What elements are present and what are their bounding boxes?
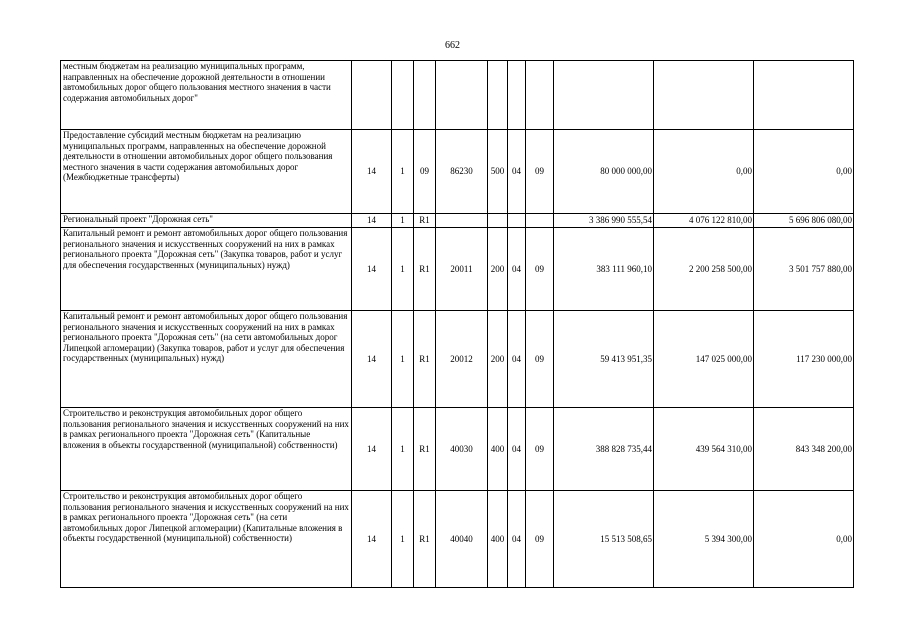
row-code-6: 04 xyxy=(508,491,526,588)
row-code-7: 09 xyxy=(526,408,554,491)
row-amount-2: 439 564 310,00 xyxy=(654,408,754,491)
row-code-3 xyxy=(414,61,436,130)
table-row xyxy=(61,311,854,408)
row-code-3: R1 xyxy=(414,491,436,588)
row-amount-3: 117 230 000,00 xyxy=(754,311,854,408)
row-code-7: 09 xyxy=(526,130,554,214)
row-code-1: 14 xyxy=(352,130,392,214)
row-amount-3: 3 501 757 880,00 xyxy=(754,228,854,311)
budget-table xyxy=(60,60,854,588)
row-code-3: R1 xyxy=(414,311,436,408)
row-code-5 xyxy=(488,214,508,228)
row-amount-1: 3 386 990 555,54 xyxy=(554,214,654,228)
row-code-7: 09 xyxy=(526,228,554,311)
row-code-4: 86230 xyxy=(436,130,488,214)
row-description: Строительство и реконструкция автомобильных дорог общего пользования регионального значения и искусственных сооружений на них в рамках регионального проекта "Дорожная сеть" (Капитальные вложения в объекты государственной (муниципальной) собственности) xyxy=(61,408,352,491)
row-code-6: 04 xyxy=(508,311,526,408)
row-description: Предоставление субсидий местным бюджетам на реализацию муниципальных программ, направленных на обеспечение дорожной деятельности в отношении автомобильных дорог общего пользования местного значения в части содержания автомобильных дорог (Межбюджетные трансферты) xyxy=(61,130,352,214)
row-code-1: 14 xyxy=(352,408,392,491)
table-row xyxy=(61,408,854,491)
row-description: местным бюджетам на реализацию муниципальных программ, направленных на обеспечение дорожной деятельности в отношении автомобильных дорог общего пользования местного значения в части содержания автомобильных дорог" xyxy=(61,61,352,130)
row-description: Капитальный ремонт и ремонт автомобильных дорог общего пользования регионального значения и искусственных сооружений на них в рамках регионального проекта "Дорожная сеть" (на сети автомобильных дорог Липецкой агломерации) (Закупка товаров, работ и услуг для обеспечения государственных (муниципальных) нужд) xyxy=(61,311,352,408)
row-code-1 xyxy=(352,61,392,130)
row-amount-3: 0,00 xyxy=(754,491,854,588)
row-code-7 xyxy=(526,61,554,130)
row-code-2: 1 xyxy=(392,311,414,408)
row-code-6 xyxy=(508,61,526,130)
row-code-7 xyxy=(526,214,554,228)
table-row xyxy=(61,130,854,214)
row-code-3: 09 xyxy=(414,130,436,214)
row-amount-3 xyxy=(754,61,854,130)
row-code-5: 400 xyxy=(488,491,508,588)
row-code-2: 1 xyxy=(392,491,414,588)
row-code-6: 04 xyxy=(508,228,526,311)
row-amount-2 xyxy=(654,61,754,130)
row-code-1: 14 xyxy=(352,491,392,588)
row-amount-1: 59 413 951,35 xyxy=(554,311,654,408)
table-row xyxy=(61,61,854,130)
row-code-7: 09 xyxy=(526,491,554,588)
row-code-5: 200 xyxy=(488,228,508,311)
table-row xyxy=(61,228,854,311)
row-code-4 xyxy=(436,61,488,130)
row-code-2: 1 xyxy=(392,228,414,311)
row-code-6 xyxy=(508,214,526,228)
row-code-4: 40040 xyxy=(436,491,488,588)
row-code-1: 14 xyxy=(352,311,392,408)
row-amount-1: 388 828 735,44 xyxy=(554,408,654,491)
row-code-5: 500 xyxy=(488,130,508,214)
row-code-3: R1 xyxy=(414,214,436,228)
row-code-2: 1 xyxy=(392,130,414,214)
table-row xyxy=(61,491,854,588)
row-code-7: 09 xyxy=(526,311,554,408)
row-code-1: 14 xyxy=(352,228,392,311)
row-code-3: R1 xyxy=(414,228,436,311)
row-code-5: 200 xyxy=(488,311,508,408)
row-amount-3: 0,00 xyxy=(754,130,854,214)
row-amount-1: 80 000 000,00 xyxy=(554,130,654,214)
row-amount-2: 4 076 122 810,00 xyxy=(654,214,754,228)
row-code-4: 20012 xyxy=(436,311,488,408)
row-amount-3: 843 348 200,00 xyxy=(754,408,854,491)
row-code-4 xyxy=(436,214,488,228)
row-code-2: 1 xyxy=(392,214,414,228)
row-amount-1: 383 111 960,10 xyxy=(554,228,654,311)
page-number: 662 xyxy=(445,40,460,51)
row-code-6: 04 xyxy=(508,130,526,214)
row-description: Капитальный ремонт и ремонт автомобильных дорог общего пользования регионального значения и искусственных сооружений на них в рамках регионального проекта "Дорожная сеть" (Закупка товаров, работ и услуг для обеспечения государственных (муниципальных) нужд) xyxy=(61,228,352,311)
row-amount-1 xyxy=(554,61,654,130)
row-amount-2: 5 394 300,00 xyxy=(654,491,754,588)
row-code-6: 04 xyxy=(508,408,526,491)
row-code-2 xyxy=(392,61,414,130)
row-amount-2: 2 200 258 500,00 xyxy=(654,228,754,311)
row-code-5 xyxy=(488,61,508,130)
row-code-4: 40030 xyxy=(436,408,488,491)
row-code-1: 14 xyxy=(352,214,392,228)
row-code-3: R1 xyxy=(414,408,436,491)
row-amount-1: 15 513 508,65 xyxy=(554,491,654,588)
row-amount-2: 147 025 000,00 xyxy=(654,311,754,408)
row-description: Строительство и реконструкция автомобильных дорог общего пользования регионального значения и искусственных сооружений на них в рамках регионального проекта "Дорожная сеть" (на сети автомобильных дорог Липецкой агломерации) (Капитальные вложения в объекты государственной (муниципальной) собственности) xyxy=(61,491,352,588)
row-description: Региональный проект "Дорожная сеть" xyxy=(61,214,352,228)
row-amount-3: 5 696 806 080,00 xyxy=(754,214,854,228)
row-code-4: 20011 xyxy=(436,228,488,311)
row-code-2: 1 xyxy=(392,408,414,491)
row-amount-2: 0,00 xyxy=(654,130,754,214)
table-row xyxy=(61,214,854,228)
row-code-5: 400 xyxy=(488,408,508,491)
